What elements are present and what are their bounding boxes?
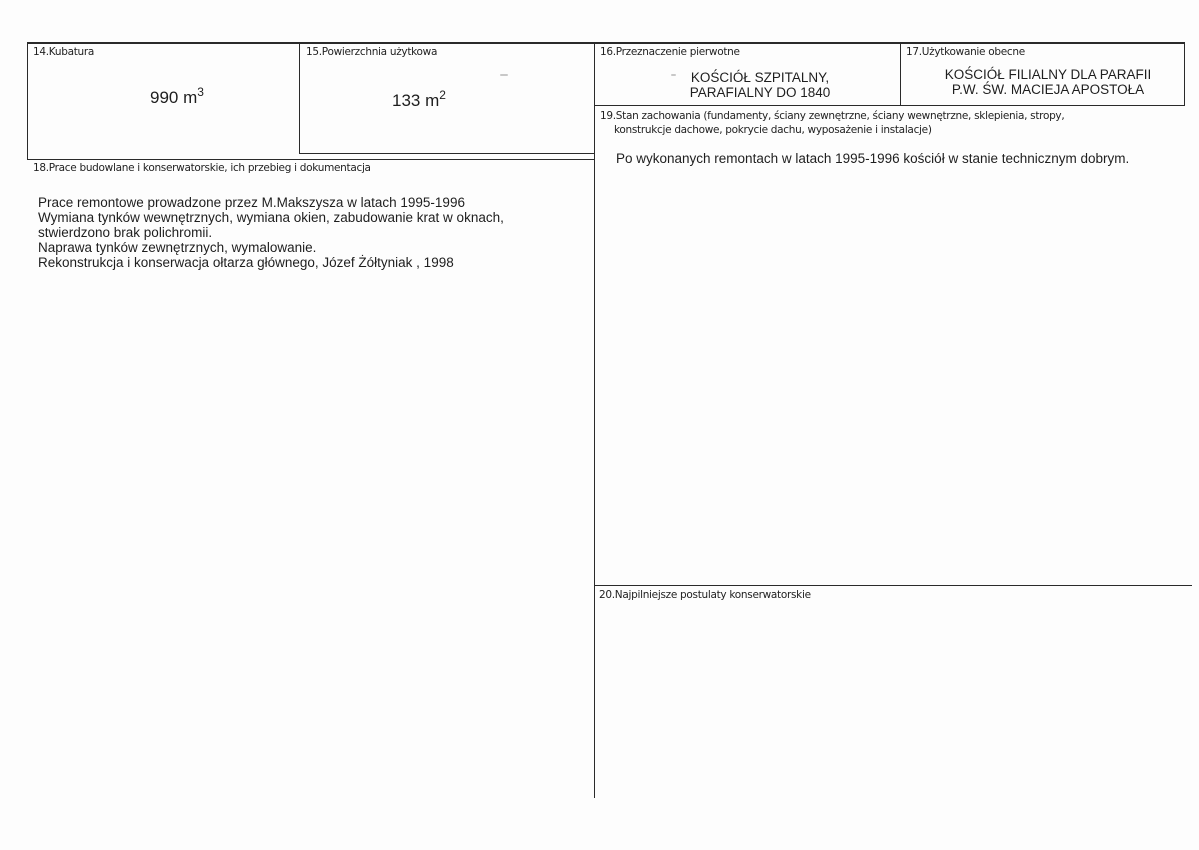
h-line-19-20 [594, 585, 1192, 586]
field-16-line-2: PARAFIALNY DO 1840 [689, 85, 831, 100]
divider-left-right [594, 42, 595, 798]
divider-16-17 [900, 42, 901, 105]
field-17-label: 17.Użytkowanie obecne [906, 46, 1025, 58]
area-exponent: 2 [439, 88, 446, 102]
field-19-label-line-2: konstrukcje dachowe, pokrycie dachu, wyposażenie i instalacje) [614, 124, 932, 136]
top-border [27, 42, 1185, 44]
field-16-line-1: KOŚCIÓŁ SZPITALNY, [690, 70, 830, 85]
field-18-line-4: Naprawa tynków zewnętrznych, wymalowanie. [38, 240, 317, 255]
right-border-top [1184, 42, 1185, 106]
field-14-label: 14.Kubatura [33, 46, 95, 58]
volume-value: 990 m [150, 88, 198, 107]
left-border [27, 42, 28, 160]
field-17-line-2: P.W. ŚW. MACIEJA APOSTOŁA [951, 82, 1145, 97]
h-line-16-19 [594, 105, 1185, 106]
h-line-14-18 [27, 159, 595, 160]
field-18-line-1: Prace remontowe prowadzone przez M.Makszysza w latach 1995-1996 [38, 195, 465, 210]
field-15-label: 15.Powierzchnia użytkowa [306, 46, 438, 58]
field-18-line-5: Rekonstrukcja i konserwacja ołtarza głównego, Józef Żółtyniak , 1998 [38, 255, 454, 270]
field-19-label-line-1: 19.Stan zachowania (fundamenty, ściany zewnętrzne, ściany wewnętrzne, sklepienia, stropy, [600, 110, 1065, 122]
divider-14-15 [299, 42, 300, 153]
field-17-value [920, 67, 1176, 97]
field-15-value [392, 88, 446, 111]
field-17-line-1: KOŚCIÓŁ FILIALNY DLA PARAFII [944, 67, 1152, 82]
volume-exponent: 3 [197, 85, 204, 99]
field-18-label: 18.Prace budowlane i konserwatorskie, ich przebieg i dokumentacja [33, 162, 371, 174]
field-18-line-2: Wymiana tynków wewnętrznych, wymiana okien, zabudowanie krat w oknach, [38, 210, 504, 225]
field-16-value [660, 70, 860, 100]
h-line-15-18 [299, 153, 595, 154]
scan-speck [500, 74, 508, 76]
field-14-value [150, 85, 204, 108]
field-18-text [38, 195, 504, 270]
field-18-line-3: stwierdzono brak polichromii. [38, 225, 213, 240]
area-value: 133 m [392, 91, 440, 110]
field-16-label: 16.Przeznaczenie pierwotne [600, 46, 740, 58]
field-19-text: Po wykonanych remontach w latach 1995-1996 kościół w stanie technicznym dobrym. [616, 151, 1130, 166]
field-20-label: 20.Najpilniejsze postulaty konserwatorskie [599, 589, 811, 601]
